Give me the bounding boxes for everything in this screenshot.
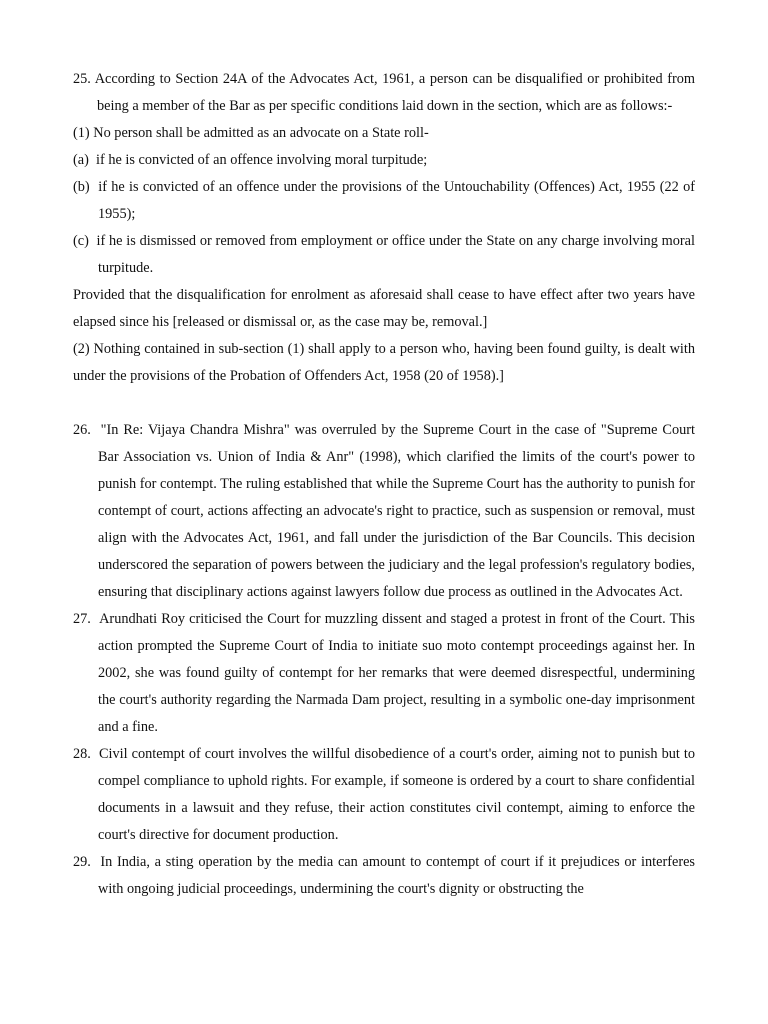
paragraph-gap (73, 390, 695, 417)
clause-a: (a) if he is convicted of an offence involving moral turpitude; (73, 152, 428, 168)
clause-b: (b) if he is convicted of an offence under the provisions of the Untouchability (Offences) Act, 1955 (22 of 1955); (73, 179, 695, 222)
subsection-1: (1) No person shall be admitted as an advocate on a State roll- (73, 125, 429, 141)
paragraph-28: 28. Civil contempt of court involves the willful disobedience of a court's order, aiming not to punish but to compel compliance to uphold rights. For example, if someone is ordered by a court to share confidential documents in a lawsuit and they refuse, their action constitutes civil contempt, aiming to enforce the court's directive for document production. (73, 746, 695, 843)
subsection-2: (2) Nothing contained in sub-section (1) shall apply to a person who, having been found guilty, is dealt with under the provisions of the Probation of Offenders Act, 1958 (20 of 1958).] (73, 341, 695, 384)
paragraph-26: 26. "In Re: Vijaya Chandra Mishra" was overruled by the Supreme Court in the case of "Supreme Court Bar Association vs. Union of India & Anr" (1998), which clarified the limits of the court's power to punish for contempt. The ruling established that while the Supreme Court has the authority to punish for contempt of court, actions affecting an advocate's right to practice, such as suspension or removal, must align with the Advocates Act, 1961, and fall under the jurisdiction of the Bar Councils. This decision underscored the separation of powers between the judiciary and the legal profession's regulatory bodies, ensuring that disciplinary actions against lawyers follow due process as outlined in the Advocates Act. (73, 422, 695, 600)
proviso: Provided that the disqualification for enrolment as aforesaid shall cease to have effect after two years have elapsed since his [released or dismissal or, as the case may be, removal.] (73, 287, 695, 330)
clause-c: (c) if he is dismissed or removed from employment or office under the State on any charge involving moral turpitude. (73, 233, 695, 276)
paragraph-25: 25. According to Section 24A of the Advocates Act, 1961, a person can be disqualified or prohibited from being a member of the Bar as per specific conditions laid down in the section, which are as follows:- (73, 71, 695, 114)
paragraph-29: 29. In India, a sting operation by the media can amount to contempt of court if it prejudices or interferes with ongoing judicial proceedings, undermining the court's dignity or obstructing the (73, 854, 695, 897)
paragraph-27: 27. Arundhati Roy criticised the Court for muzzling dissent and staged a protest in front of the Court. This action prompted the Supreme Court of India to initiate suo moto contempt proceedings against her. In 2002, she was found guilty of contempt for her remarks that were deemed disrespectful, undermining the court's authority regarding the Narmada Dam project, resulting in a symbolic one-day imprisonment and a fine. (73, 611, 695, 735)
document-page (73, 66, 695, 903)
